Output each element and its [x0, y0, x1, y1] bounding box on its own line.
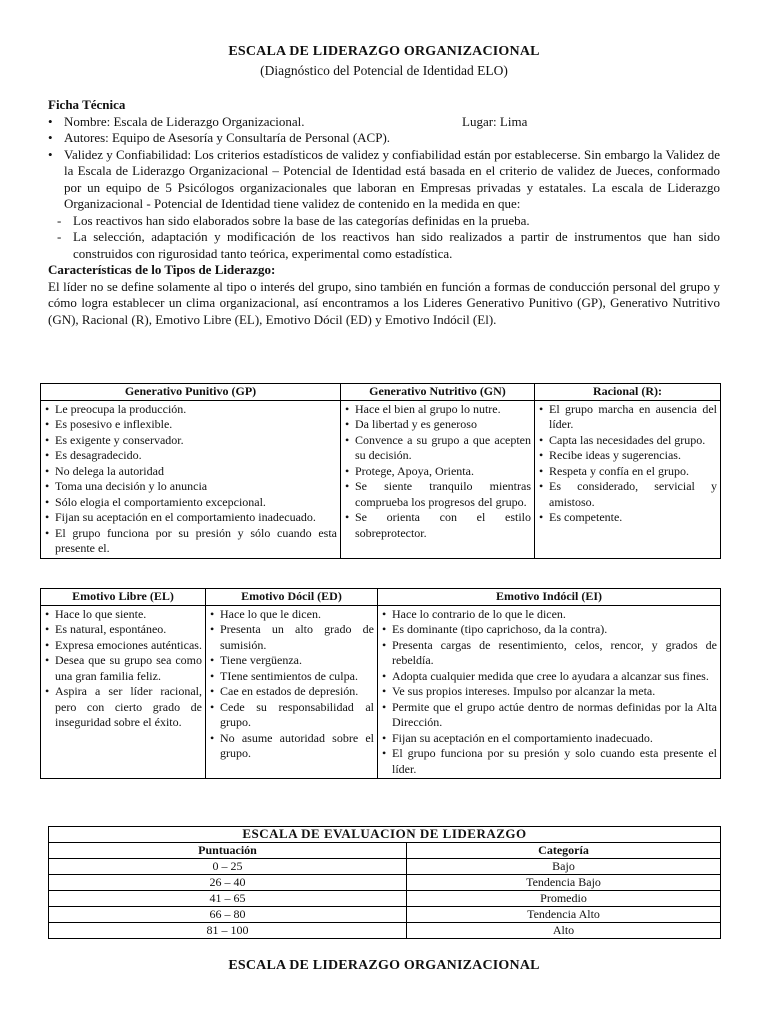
trait-item: • Cede su responsabilidad al grupo.	[209, 700, 374, 731]
trait-item: • Fijan su aceptación en el comportamiento inadecuado.	[44, 510, 337, 526]
ficha-heading: Ficha Técnica	[48, 97, 126, 112]
trait-item: • Permite que el grupo actúe dentro de normas definidas por la Alta Dirección.	[381, 700, 717, 731]
category-cell: Promedio	[407, 891, 721, 907]
trait-item: • No delega la autoridad	[44, 464, 337, 480]
column-cell	[535, 400, 721, 558]
table-row	[49, 923, 721, 939]
column-header: Racional (R):	[535, 384, 721, 401]
trait-item: • Recibe ideas y sugerencias.	[538, 448, 717, 464]
trait-item: • Presenta cargas de resentimiento, celos, rencor, y grados de rebeldía.	[381, 638, 717, 669]
trait-item: • Capta las necesidades del grupo.	[538, 433, 717, 449]
column-cell	[41, 400, 341, 558]
category-cell: Bajo	[407, 859, 721, 875]
trait-item: • Es posesivo e inflexible.	[44, 417, 337, 433]
trait-item: • Convence a su grupo a que acepten su decisión.	[344, 433, 531, 464]
trait-item: • Da libertad y es generoso	[344, 417, 531, 433]
trait-item: • Se orienta con el estilo sobreprotector.	[344, 510, 531, 541]
score-range-cell: 0 – 25	[49, 859, 407, 875]
table-row	[49, 875, 721, 891]
caracteristicas-paragraph: El líder no se define solamente al tipo o interés del grupo, sino también en función a formas de conducción personal del grupo y cómo logra establecer un clima organizacional, así encontramos a los Lideres Generativo Punitivo (GP), Generativo Nutritivo (GN), Racional (R), Emotivo Libre (EL), Emotivo Dócil (ED) y Emotivo Indócil (El).	[48, 278, 720, 327]
trait-item: • Hace lo que siente.	[44, 607, 202, 623]
trait-item: • Respeta y confía en el grupo.	[538, 464, 717, 480]
ficha-item-nombre	[48, 114, 720, 131]
validez-criterion: - Los reactivos han sido elaborados sobre la base de las categorías definidas en la prueba.	[48, 213, 720, 230]
trait-item: • Es desagradecido.	[44, 448, 337, 464]
category-cell: Alto	[407, 923, 721, 939]
column-header: Emotivo Indócil (EI)	[378, 589, 721, 606]
score-range-cell: 41 – 65	[49, 891, 407, 907]
trait-item: • Toma una decisión y lo anuncia	[44, 479, 337, 495]
trait-item: • Se siente tranquilo mientras comprueba los progresos del grupo.	[344, 479, 531, 510]
column-header: Puntuación	[49, 843, 407, 859]
trait-item: • Es exigente y conservador.	[44, 433, 337, 449]
trait-item: • Expresa emociones auténticas.	[44, 638, 202, 654]
trait-item: • Presenta un alto grado de sumisión.	[209, 622, 374, 653]
trait-item: • Le preocupa la producción.	[44, 402, 337, 418]
column-header: Emotivo Libre (EL)	[41, 589, 206, 606]
trait-item: • Sólo elogia el comportamiento excepcional.	[44, 495, 337, 511]
leadership-types-table-2	[40, 588, 721, 779]
ficha-list	[48, 114, 720, 213]
trait-item: • Fijan su aceptación en el comportamiento inadecuado.	[381, 731, 717, 747]
column-cell	[41, 605, 206, 779]
column-header: Generativo Nutritivo (GN)	[341, 384, 535, 401]
table-row	[49, 907, 721, 923]
column-cell	[378, 605, 721, 779]
trait-item: • Es considerado, servicial y amistoso.	[538, 479, 717, 510]
trait-item: • Ve sus propios intereses. Impulso por alcanzar la meta.	[381, 684, 717, 700]
table-row	[49, 891, 721, 907]
category-cell: Tendencia Alto	[407, 907, 721, 923]
trait-item: • Es natural, espontáneo.	[44, 622, 202, 638]
leadership-types-table-1	[40, 383, 721, 559]
column-header: Generativo Punitivo (GP)	[41, 384, 341, 401]
trait-item: • Cae en estados de depresión.	[209, 684, 374, 700]
score-range-cell: 81 – 100	[49, 923, 407, 939]
trait-item: • Hace el bien al grupo lo nutre.	[344, 402, 531, 418]
caracteristicas-heading: Características de lo Tipos de Liderazgo:	[48, 262, 276, 277]
trait-item: • Hace lo contrario de lo que le dicen.	[381, 607, 717, 623]
column-header: Categoría	[407, 843, 721, 859]
column-cell	[206, 605, 378, 779]
evaluation-scale-table	[48, 826, 721, 939]
trait-item: • Desea que su grupo sea como una gran familia feliz.	[44, 653, 202, 684]
trait-item: • El grupo funciona por su presión y solo cuando esta presente el líder.	[381, 746, 717, 777]
ficha-lugar: Lugar: Lima	[462, 113, 528, 129]
score-range-cell: 26 – 40	[49, 875, 407, 891]
column-cell	[341, 400, 535, 558]
trait-item: • TIene sentimientos de culpa.	[209, 669, 374, 685]
trait-item: • El grupo marcha en ausencia del líder.	[538, 402, 717, 433]
trait-item: • No asume autoridad sobre el grupo.	[209, 731, 374, 762]
trait-item: • Protege, Apoya, Orienta.	[344, 464, 531, 480]
score-range-cell: 66 – 80	[49, 907, 407, 923]
trait-item: • Tiene vergüenza.	[209, 653, 374, 669]
trait-item: • Es dominante (tipo caprichoso, da la contra).	[381, 622, 717, 638]
ficha-tecnica-section	[48, 97, 720, 328]
validez-criteria-list	[48, 213, 720, 263]
scale-caption: ESCALA DE EVALUACION DE LIDERAZGO	[49, 827, 721, 843]
category-cell: Tendencia Bajo	[407, 875, 721, 891]
footer-title: ESCALA DE LIDERAZGO ORGANIZACIONAL	[228, 958, 540, 973]
trait-item: • Aspira a ser líder racional, pero con cierto grado de inseguridad sobre el éxito.	[44, 684, 202, 731]
ficha-nombre: • Nombre: Escala de Liderazgo Organizacional.	[64, 113, 305, 129]
ficha-item-validez: • Validez y Confiabilidad: Los criterios estadísticos de validez y confiabilidad están por establecerse. Sin embargo la Validez de la Escala de Liderazgo Organizacional – Potencial de Identidad está basada en el criterio de validez de Jueces, conformado por un equipo de 5 Psicólogos organizacionales que laboran en Empresas privadas y estatales. La escala de Liderazgo Organizacional - Potencial de Identidad tiene validez de contenido en la medida en que:	[48, 147, 720, 213]
table-row	[49, 859, 721, 875]
trait-item: • Hace lo que le dicen.	[209, 607, 374, 623]
scale-rows	[49, 859, 721, 939]
trait-item: • El grupo funciona por su presión y sólo cuando esta presente el.	[44, 526, 337, 557]
validez-criterion: - La selección, adaptación y modificación de los reactivos han sido realizados a partir de instrumentos que han sido construidos con rigurosidad tanto teórica, experimental como estadística.	[48, 229, 720, 262]
ficha-item-autores: • Autores: Equipo de Asesoría y Consultaría de Personal (ACP).	[48, 130, 720, 147]
page-subtitle: (Diagnóstico del Potencial de Identidad ELO)	[260, 63, 508, 78]
column-header: Emotivo Dócil (ED)	[206, 589, 378, 606]
page-title: ESCALA DE LIDERAZGO ORGANIZACIONAL	[228, 44, 540, 59]
trait-item: • Adopta cualquier medida que cree lo ayudara a alcanzar sus fines.	[381, 669, 717, 685]
trait-item: • Es competente.	[538, 510, 717, 526]
